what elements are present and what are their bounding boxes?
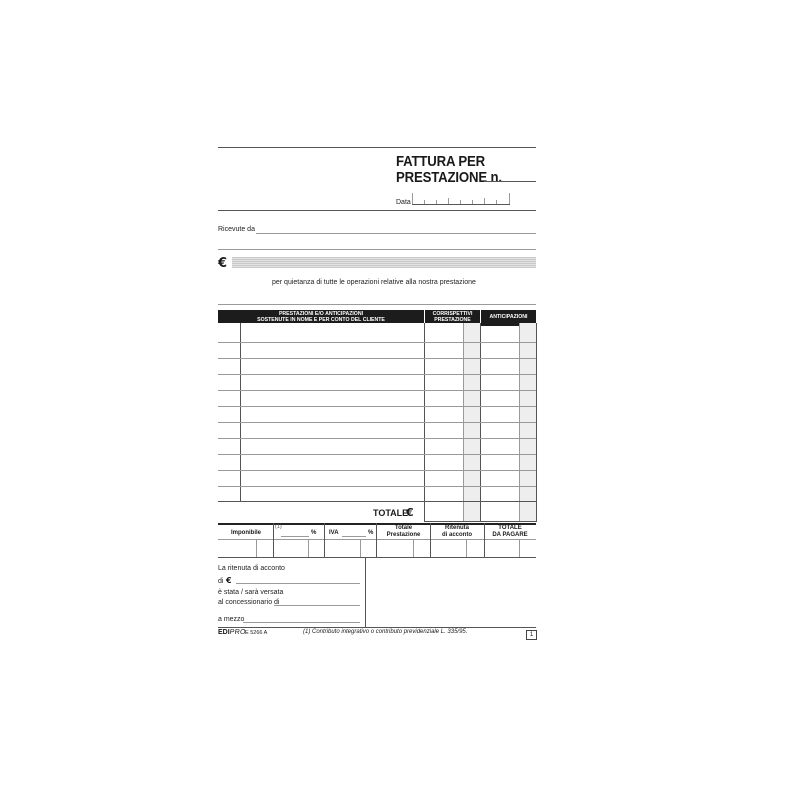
withholding-line5: a mezzo	[218, 616, 245, 623]
received-from-field-line2[interactable]	[218, 249, 536, 250]
footnote: (1) Contributo integrativo o contributo previdenziale L. 335/95.	[303, 629, 468, 635]
table-row[interactable]	[218, 390, 536, 391]
quietanza-text: per quietanza di tutte le operazioni relative alla nostra prestazione	[272, 279, 476, 286]
received-from-label: Ricevute da	[218, 226, 255, 233]
withholding-line3: è stata / sarà versata	[218, 589, 284, 596]
table-row[interactable]	[218, 501, 536, 502]
brand-logo: EDIPRO	[218, 629, 246, 636]
table-row[interactable]	[218, 358, 536, 359]
note-reference: (1)	[275, 524, 282, 530]
pre-table-rule	[218, 304, 536, 305]
contribution-percent-symbol: %	[311, 530, 317, 536]
total-label: TOTALE	[373, 508, 409, 518]
totale-prestazione-label: Totale Prestazione	[386, 525, 421, 538]
header-divider	[218, 210, 536, 211]
col-header-description: PRESTAZIONI E/O ANTICIPAZIONI SOSTENUTE IN NOME E PER CONTO DEL CLIENTE	[218, 310, 424, 323]
table-row[interactable]	[218, 374, 536, 375]
total-currency-symbol: €	[406, 506, 414, 519]
col-header-advances: ANTICIPAZIONI	[481, 310, 536, 326]
iva-percent-field[interactable]	[342, 536, 366, 537]
withholding-amount-field[interactable]	[236, 583, 360, 584]
withholding-line1: La ritenuta di acconto	[218, 565, 285, 572]
page-number: 1	[526, 630, 537, 640]
iva-label: IVA	[329, 530, 339, 536]
table-row[interactable]	[218, 486, 536, 487]
amount-field[interactable]	[232, 257, 536, 268]
amount-currency-symbol: €	[218, 256, 228, 271]
document-title-line2: PRESTAZIONE n.	[396, 169, 502, 186]
iva-percent-symbol: %	[368, 530, 374, 536]
received-from-field[interactable]	[256, 233, 536, 234]
table-row[interactable]	[218, 454, 536, 455]
invoice-number-field[interactable]	[484, 181, 536, 182]
table-row[interactable]	[218, 470, 536, 471]
document-title-line1: FATTURA PER	[396, 153, 486, 170]
imponibile-label: Imponibile	[231, 530, 261, 536]
col-header-fees: CORRISPETTIVI PRESTAZIONE	[425, 310, 480, 323]
table-row[interactable]	[218, 342, 536, 343]
mezzo-field[interactable]	[243, 622, 360, 623]
col-line-number	[240, 323, 241, 501]
top-rule	[218, 147, 536, 148]
table-row[interactable]	[218, 422, 536, 423]
totale-pagare-label: TOTALE DA PAGARE	[492, 525, 528, 538]
summary-bottom-rule	[218, 557, 536, 558]
withholding-divider	[365, 557, 366, 627]
withholding-currency-symbol: €	[226, 576, 232, 585]
date-field[interactable]	[412, 193, 510, 205]
date-label: Data	[396, 199, 411, 206]
total-row-bottom	[424, 521, 536, 522]
summary-values-row[interactable]	[218, 540, 536, 557]
withholding-line2-prefix: di	[218, 578, 224, 585]
footer-rule	[218, 627, 536, 628]
table-row[interactable]	[218, 438, 536, 439]
form-code: E 5266 A	[245, 630, 268, 636]
table-row[interactable]	[218, 406, 536, 407]
withholding-line4: al concessionario di	[218, 599, 280, 606]
ritenuta-label: Ritenuta di acconto	[441, 525, 472, 538]
concessionario-field[interactable]	[274, 605, 360, 606]
col-line-right	[536, 323, 537, 522]
contribution-percent-field[interactable]	[281, 536, 309, 537]
